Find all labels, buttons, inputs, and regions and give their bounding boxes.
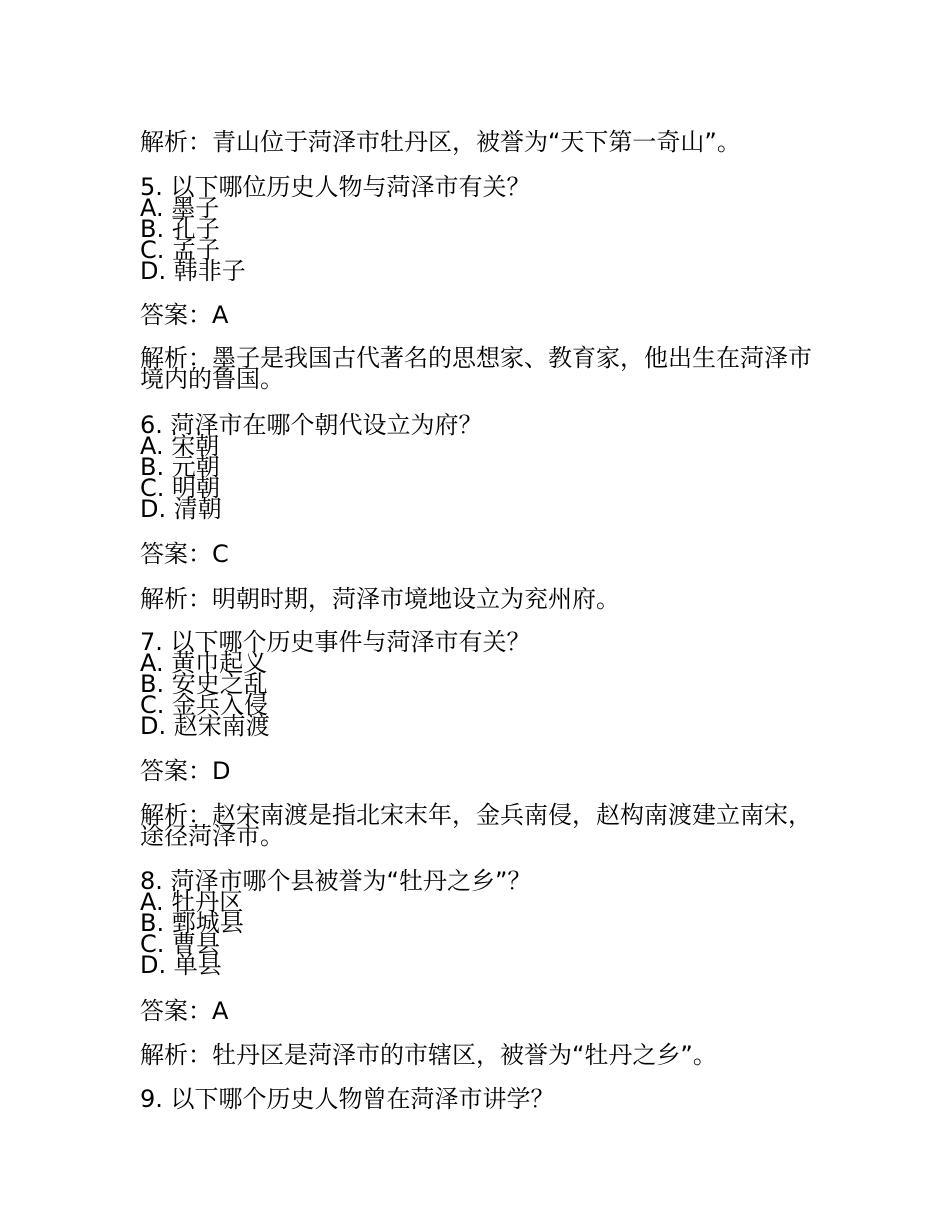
question-5-analysis: 解析：墨子是我国古代著名的思想家、教育家，他出生在菏泽市境内的鲁国。 — [140, 344, 812, 393]
question-5-option-a: A. 墨子 — [140, 194, 220, 222]
question-5-option-c: C. 孟子 — [140, 236, 221, 264]
question-9-text: 9. 以下哪个历史人物曾在菏泽市讲学？ — [140, 1085, 555, 1113]
question-6-answer: 答案：C — [140, 540, 229, 568]
question-6-text: 6. 菏泽市在哪个朝代设立为府？ — [140, 411, 483, 439]
question-5-answer: 答案：A — [140, 301, 229, 329]
question-7-option-a: A. 黄巾起义 — [140, 649, 268, 677]
question-7-option-c: C. 金兵入侵 — [140, 691, 269, 719]
question-7-option-d: D. 赵宋南渡 — [140, 712, 270, 740]
question-7-answer: 答案：D — [140, 757, 231, 785]
question-5-text: 5. 以下哪位历史人物与菏泽市有关？ — [140, 173, 531, 201]
question-6-option-d: D. 清朝 — [140, 495, 222, 523]
question-5-option-b: B. 孔子 — [140, 215, 220, 243]
question-6-option-a: A. 宋朝 — [140, 432, 220, 460]
question-7-text: 7. 以下哪个历史事件与菏泽市有关？ — [140, 628, 531, 656]
question-8-option-b: B. 鄄城县 — [140, 909, 244, 937]
question-6-option-b: B. 元朝 — [140, 453, 220, 481]
question-5-option-d: D. 韩非子 — [140, 257, 246, 285]
question-7-analysis: 解析：赵宋南渡是指北宋末年，金兵南侵，赵构南渡建立南宋，途径菏泽市。 — [140, 801, 812, 850]
question-7-option-b: B. 安史之乱 — [140, 670, 268, 698]
question-8-option-a: A. 牡丹区 — [140, 888, 244, 916]
intro-analysis: 解析：青山位于菏泽市牡丹区，被誉为“天下第一奇山”。 — [140, 128, 741, 156]
question-8-answer: 答案：A — [140, 997, 229, 1025]
question-8-option-c: C. 曹县 — [140, 930, 221, 958]
question-8-option-d: D. 单县 — [140, 951, 222, 979]
question-8-analysis: 解析：牡丹区是菏泽市的市辖区，被誉为“牡丹之乡”。 — [140, 1041, 717, 1069]
question-8-text: 8. 菏泽市哪个县被誉为“牡丹之乡”？ — [140, 867, 532, 895]
question-6-analysis: 解析：明朝时期，菏泽市境地设立为兖州府。 — [140, 585, 620, 613]
question-6-option-c: C. 明朝 — [140, 474, 221, 502]
